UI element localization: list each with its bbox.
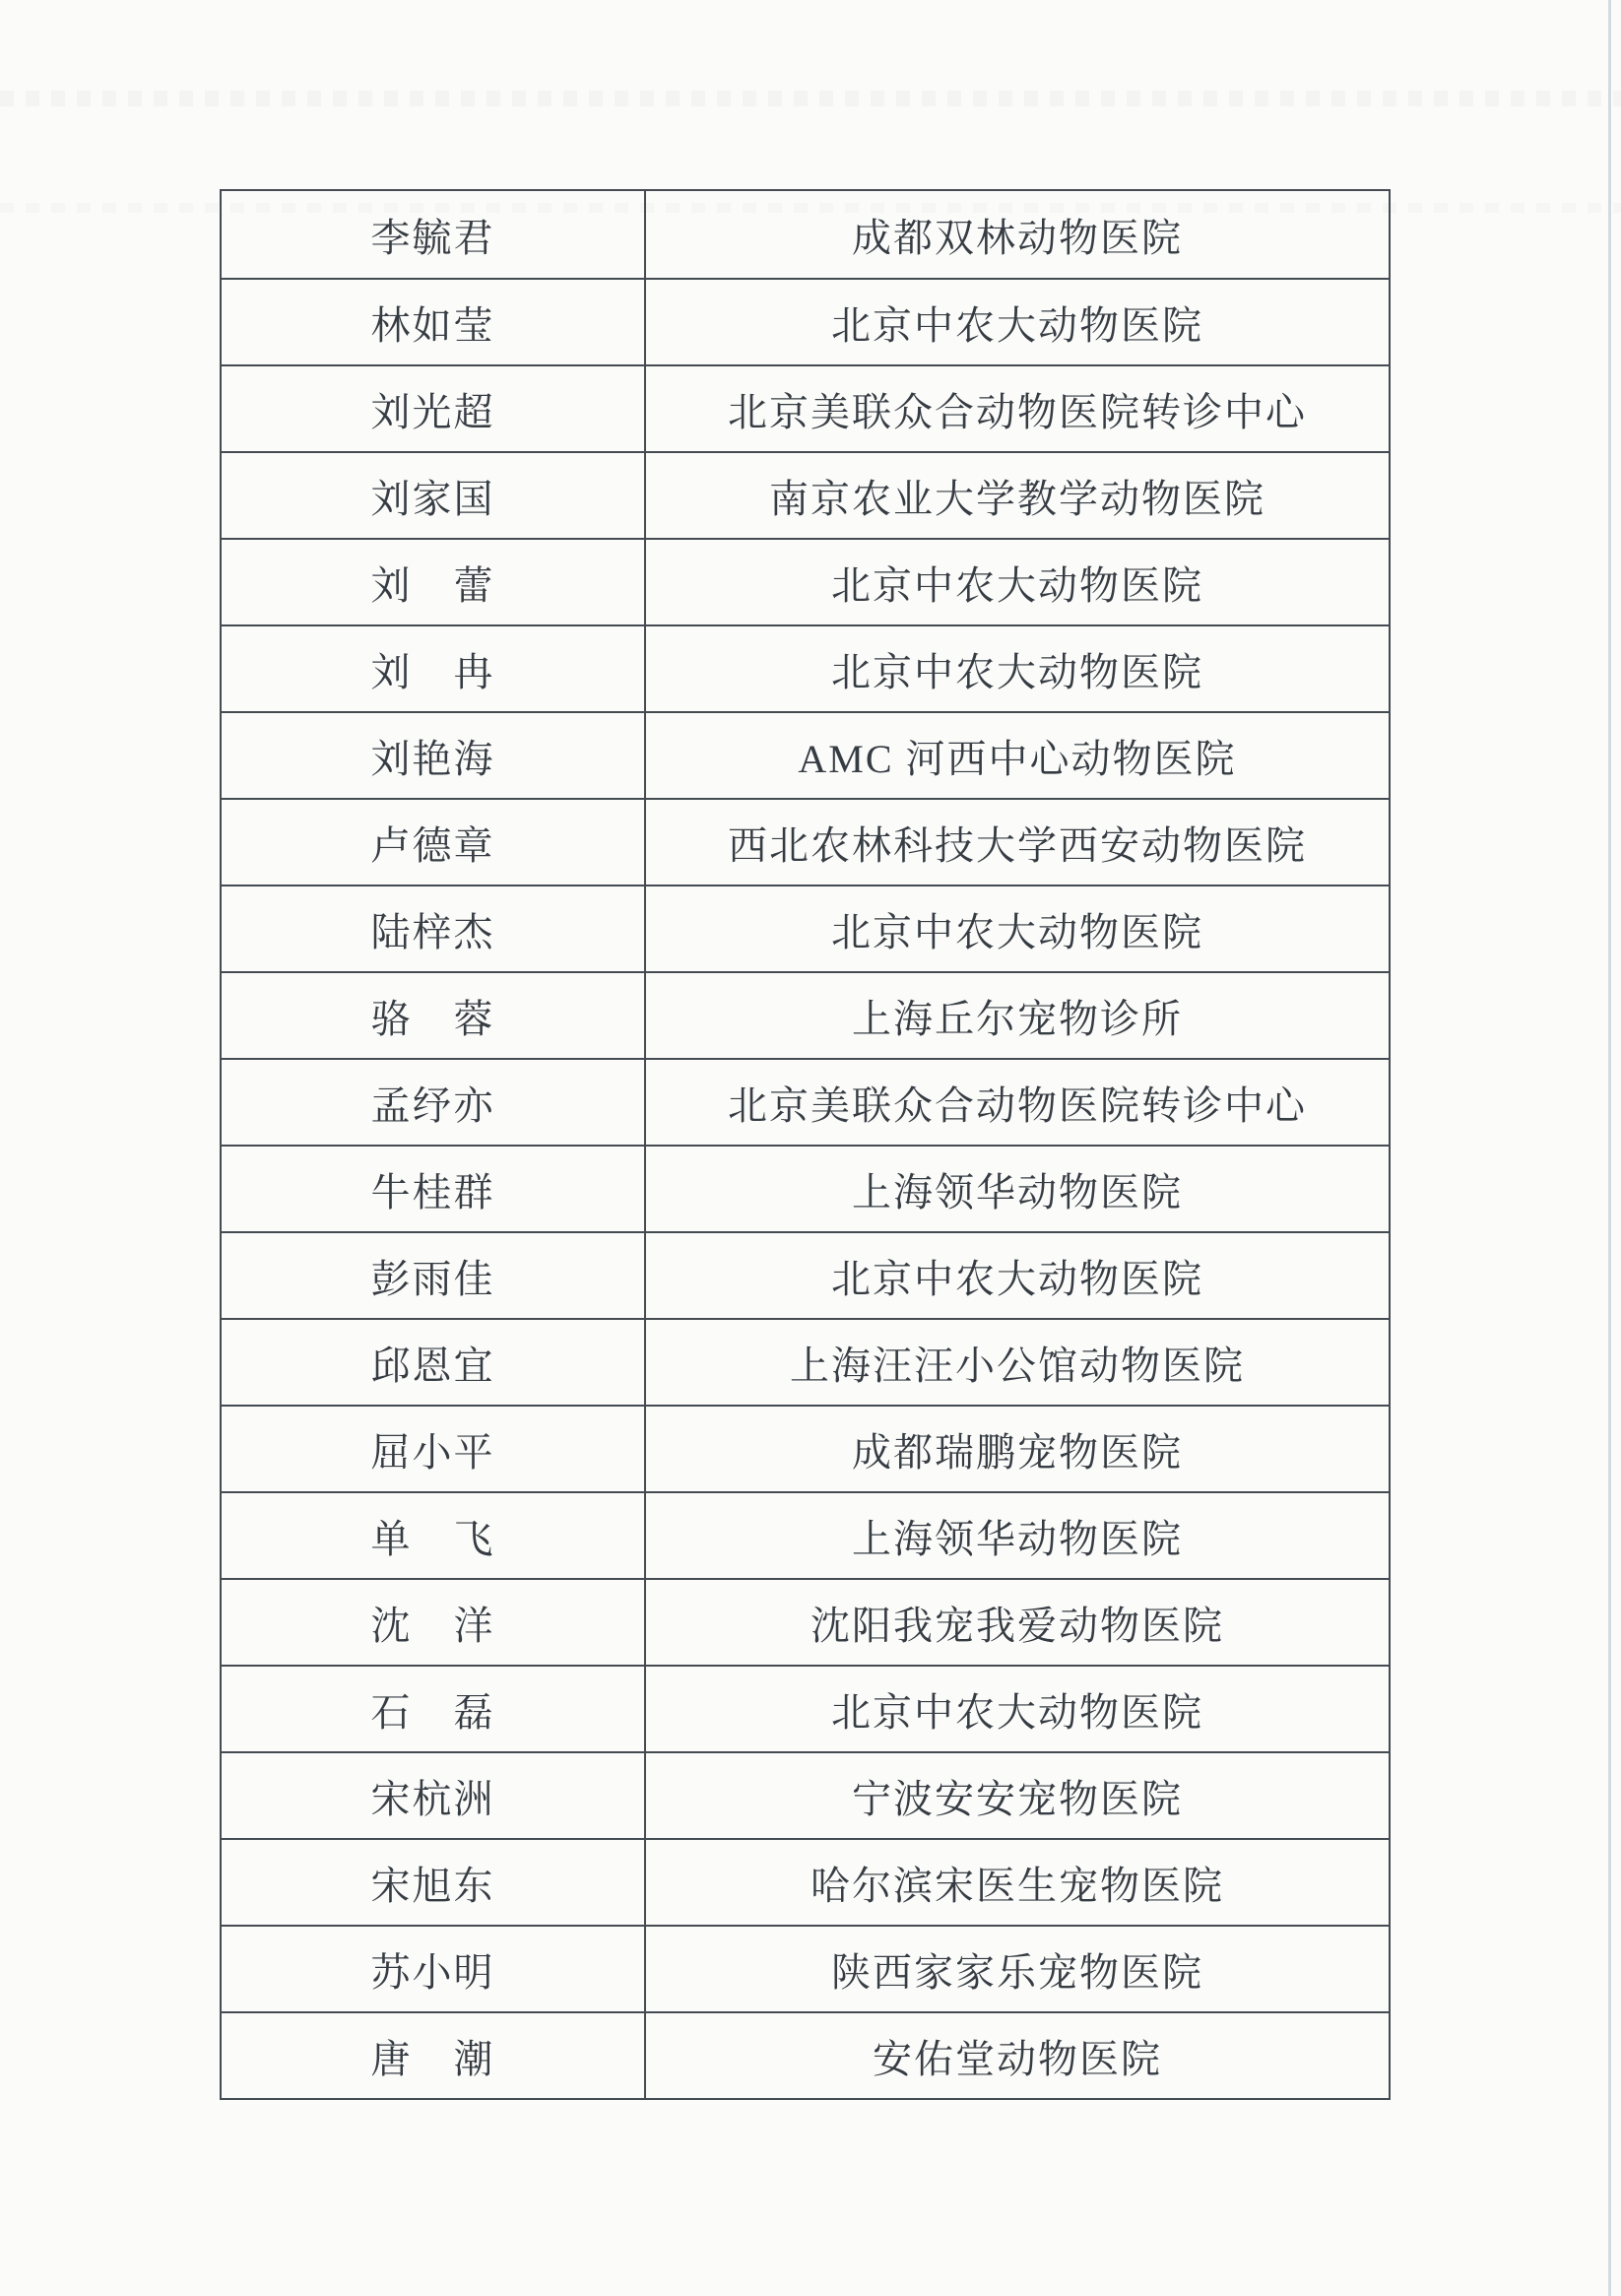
hospital-cell: 上海领华动物医院: [852, 1516, 1183, 1561]
table-row: [222, 1665, 1389, 1751]
table-row: [222, 798, 1389, 885]
hospital-cell: 陕西家家乐宠物医院: [831, 1949, 1203, 1995]
participants-table: [220, 189, 1391, 2100]
name-cell: 单 飞: [222, 1493, 646, 1578]
name-cell: 李毓君: [222, 191, 646, 278]
hospital-cell: 上海领华动物医院: [852, 1169, 1183, 1214]
name-cell: 陆梓杰: [222, 886, 646, 971]
hospital-cell: 北京美联众合动物医院转诊中心: [728, 1082, 1307, 1128]
hospital-cell: 哈尔滨宋医生宠物医院: [810, 1863, 1224, 1908]
name-cell: 卢德章: [222, 800, 646, 885]
name-cell: 孟纾亦: [222, 1060, 646, 1145]
name-cell: 刘光超: [222, 366, 646, 451]
table-row: [222, 1491, 1389, 1578]
name-cell: 彭雨佳: [222, 1233, 646, 1318]
table-row: [222, 364, 1389, 451]
table-row: [222, 1578, 1389, 1665]
table-row: [222, 1058, 1389, 1145]
hospital-cell: 南京农业大学教学动物医院: [769, 476, 1265, 521]
table-row: [222, 711, 1389, 798]
hospital-cell: 北京中农大动物医院: [831, 562, 1203, 608]
table-row: [222, 1231, 1389, 1318]
hospital-cell: 成都瑞鹏宠物医院: [852, 1429, 1183, 1475]
table-row: [222, 2011, 1389, 2098]
name-cell: 石 磊: [222, 1667, 646, 1751]
table-row: [222, 885, 1389, 971]
hospital-cell: 北京中农大动物医院: [831, 909, 1203, 954]
table-row: [222, 971, 1389, 1058]
name-cell: 牛桂群: [222, 1147, 646, 1231]
hospital-cell: 上海汪汪小公馆动物医院: [790, 1343, 1245, 1388]
hospital-cell: 北京美联众合动物医院转诊中心: [728, 389, 1307, 434]
name-cell: 刘 冉: [222, 626, 646, 711]
table-row: [222, 1925, 1389, 2011]
hospital-cell: AMC 河西中心动物医院: [798, 736, 1237, 781]
hospital-cell: 北京中农大动物医院: [831, 1689, 1203, 1735]
table-row: [222, 538, 1389, 624]
hospital-cell: 宁波安安宠物医院: [852, 1776, 1183, 1821]
table-row: [222, 624, 1389, 711]
name-cell: 苏小明: [222, 1927, 646, 2011]
name-cell: 刘艳海: [222, 713, 646, 798]
hospital-cell: 西北农林科技大学西安动物医院: [728, 822, 1307, 868]
table-row: [222, 1838, 1389, 1925]
table-row: [222, 1405, 1389, 1491]
hospital-cell: 北京中农大动物医院: [831, 1256, 1203, 1301]
scan-edge-line: [1608, 0, 1611, 2296]
name-cell: 唐 潮: [222, 2013, 646, 2098]
table-row: [222, 278, 1389, 364]
name-cell: 宋杭洲: [222, 1753, 646, 1838]
table-row: [222, 1751, 1389, 1838]
name-cell: 骆 蓉: [222, 973, 646, 1058]
hospital-cell: 上海丘尔宠物诊所: [852, 996, 1183, 1041]
name-cell: 沈 洋: [222, 1580, 646, 1665]
table-row: [222, 1145, 1389, 1231]
scan-noise-streak: [0, 91, 1621, 106]
hospital-cell: 北京中农大动物医院: [831, 302, 1203, 348]
hospital-cell: 北京中农大动物医院: [831, 649, 1203, 694]
name-cell: 刘家国: [222, 453, 646, 538]
name-cell: 刘 蕾: [222, 540, 646, 624]
hospital-cell: 安佑堂动物医院: [873, 2036, 1162, 2081]
name-cell: 宋旭东: [222, 1840, 646, 1925]
name-cell: 屈小平: [222, 1407, 646, 1491]
name-cell: 邱恩宜: [222, 1320, 646, 1405]
table-row: [222, 451, 1389, 538]
table-row: [222, 191, 1389, 278]
hospital-cell: 成都双林动物医院: [852, 215, 1183, 260]
table-row: [222, 1318, 1389, 1405]
hospital-cell: 沈阳我宠我爱动物医院: [810, 1603, 1224, 1648]
name-cell: 林如莹: [222, 280, 646, 364]
